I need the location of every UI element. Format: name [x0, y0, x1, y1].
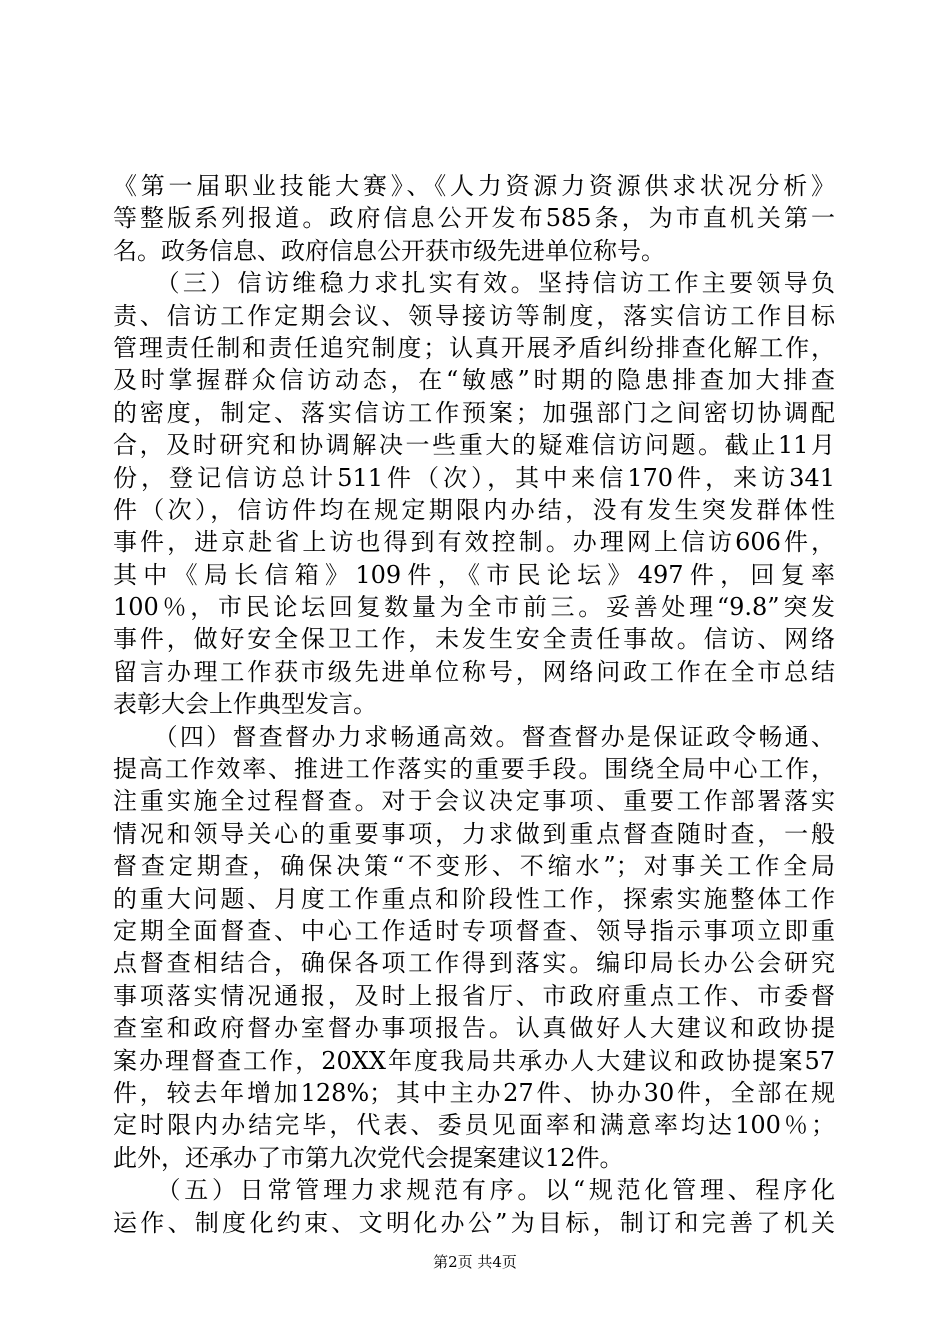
- text-line: 留言办理工作获市级先进单位称号，网络问政工作在全市总结: [113, 657, 835, 686]
- text-line: 名。政务信息、政府信息公开获市级先进单位称号。: [113, 236, 665, 265]
- text-line: 责、信访工作定期会议、领导接访等制度，落实信访工作目标: [113, 301, 835, 330]
- text-line: （三）信访维稳力求扎实有效。坚持信访工作主要领导负: [113, 269, 835, 298]
- text-line: 份，登记信访总计511件（次），其中来信170件，来访341: [113, 463, 835, 492]
- text-line: 100％，市民论坛回复数量为全市前三。妥善处理“9.8”突发: [113, 593, 835, 622]
- text-line: 定期全面督查、中心工作适时专项督查、领导指示事项立即重: [113, 916, 835, 945]
- text-line: 定时限内办结完毕，代表、委员见面率和满意率均达100％；: [113, 1111, 835, 1140]
- text-line: 此外，还承办了市第九次党代会提案建议12件。: [113, 1143, 624, 1172]
- text-line: 件（次），信访件均在规定期限内办结，没有发生突发群体性: [113, 495, 835, 524]
- text-line: 点督查相结合，确保各项工作得到落实。编印局长办公会研究: [113, 949, 835, 978]
- text-line: （五）日常管理力求规范有序。以“规范化管理、程序化: [113, 1176, 835, 1205]
- document-body: [113, 170, 835, 1239]
- text-line: 等整版系列报道。政府信息公开发布585条，为市直机关第一: [113, 204, 835, 233]
- text-line: 的密度，制定、落实信访工作预案；加强部门之间密切协调配: [113, 398, 835, 427]
- text-line: 事项落实情况通报，及时上报省厅、市政府重点工作、市委督: [113, 981, 835, 1010]
- text-line: 及时掌握群众信访动态，在“敏感”时期的隐患排查加大排查: [113, 366, 835, 395]
- text-line: 表彰大会上作典型发言。: [113, 690, 377, 719]
- text-line: 事件，进京赴省上访也得到有效控制。办理网上信访606件，: [113, 528, 835, 557]
- page-number-footer: 第2页 共4页: [433, 1253, 517, 1271]
- text-line: 的重大问题、月度工作重点和阶段性工作，探索实施整体工作: [113, 884, 835, 913]
- text-line: 运作、制度化约束、文明化办公”为目标，制订和完善了机关: [113, 1208, 835, 1237]
- text-line: 合，及时研究和协调解决一些重大的疑难信访问题。截止11月: [113, 431, 835, 460]
- text-line: 注重实施全过程督查。对于会议决定事项、重要工作部署落实: [113, 787, 835, 816]
- text-line: 情况和领导关心的重要事项，力求做到重点督查随时查，一般: [113, 819, 835, 848]
- text-line: 查室和政府督办室督办事项报告。认真做好人大建议和政协提: [113, 1014, 835, 1043]
- text-line: 件，较去年增加128%；其中主办27件、协办30件，全部在规: [113, 1078, 835, 1107]
- text-line: 案办理督查工作，20XX年度我局共承办人大建议和政协提案57: [113, 1046, 835, 1075]
- text-line: 事件，做好安全保卫工作，未发生安全责任事故。信访、网络: [113, 625, 835, 654]
- text-line: 管理责任制和责任追究制度；认真开展矛盾纠纷排查化解工作，: [113, 333, 835, 362]
- text-line: 提高工作效率、推进工作落实的重要手段。围绕全局中心工作，: [113, 755, 835, 784]
- text-line: （四）督查督办力求畅通高效。督查督办是保证政令畅通、: [113, 722, 835, 751]
- text-line: 《第一届职业技能大赛》、《人力资源力资源供求状况分析》: [113, 172, 835, 200]
- text-line: 其中《局长信箱》109件，《市民论坛》497件，回复率: [113, 560, 835, 589]
- text-line: 督查定期查，确保决策“不变形、不缩水”；对事关工作全局: [113, 852, 835, 881]
